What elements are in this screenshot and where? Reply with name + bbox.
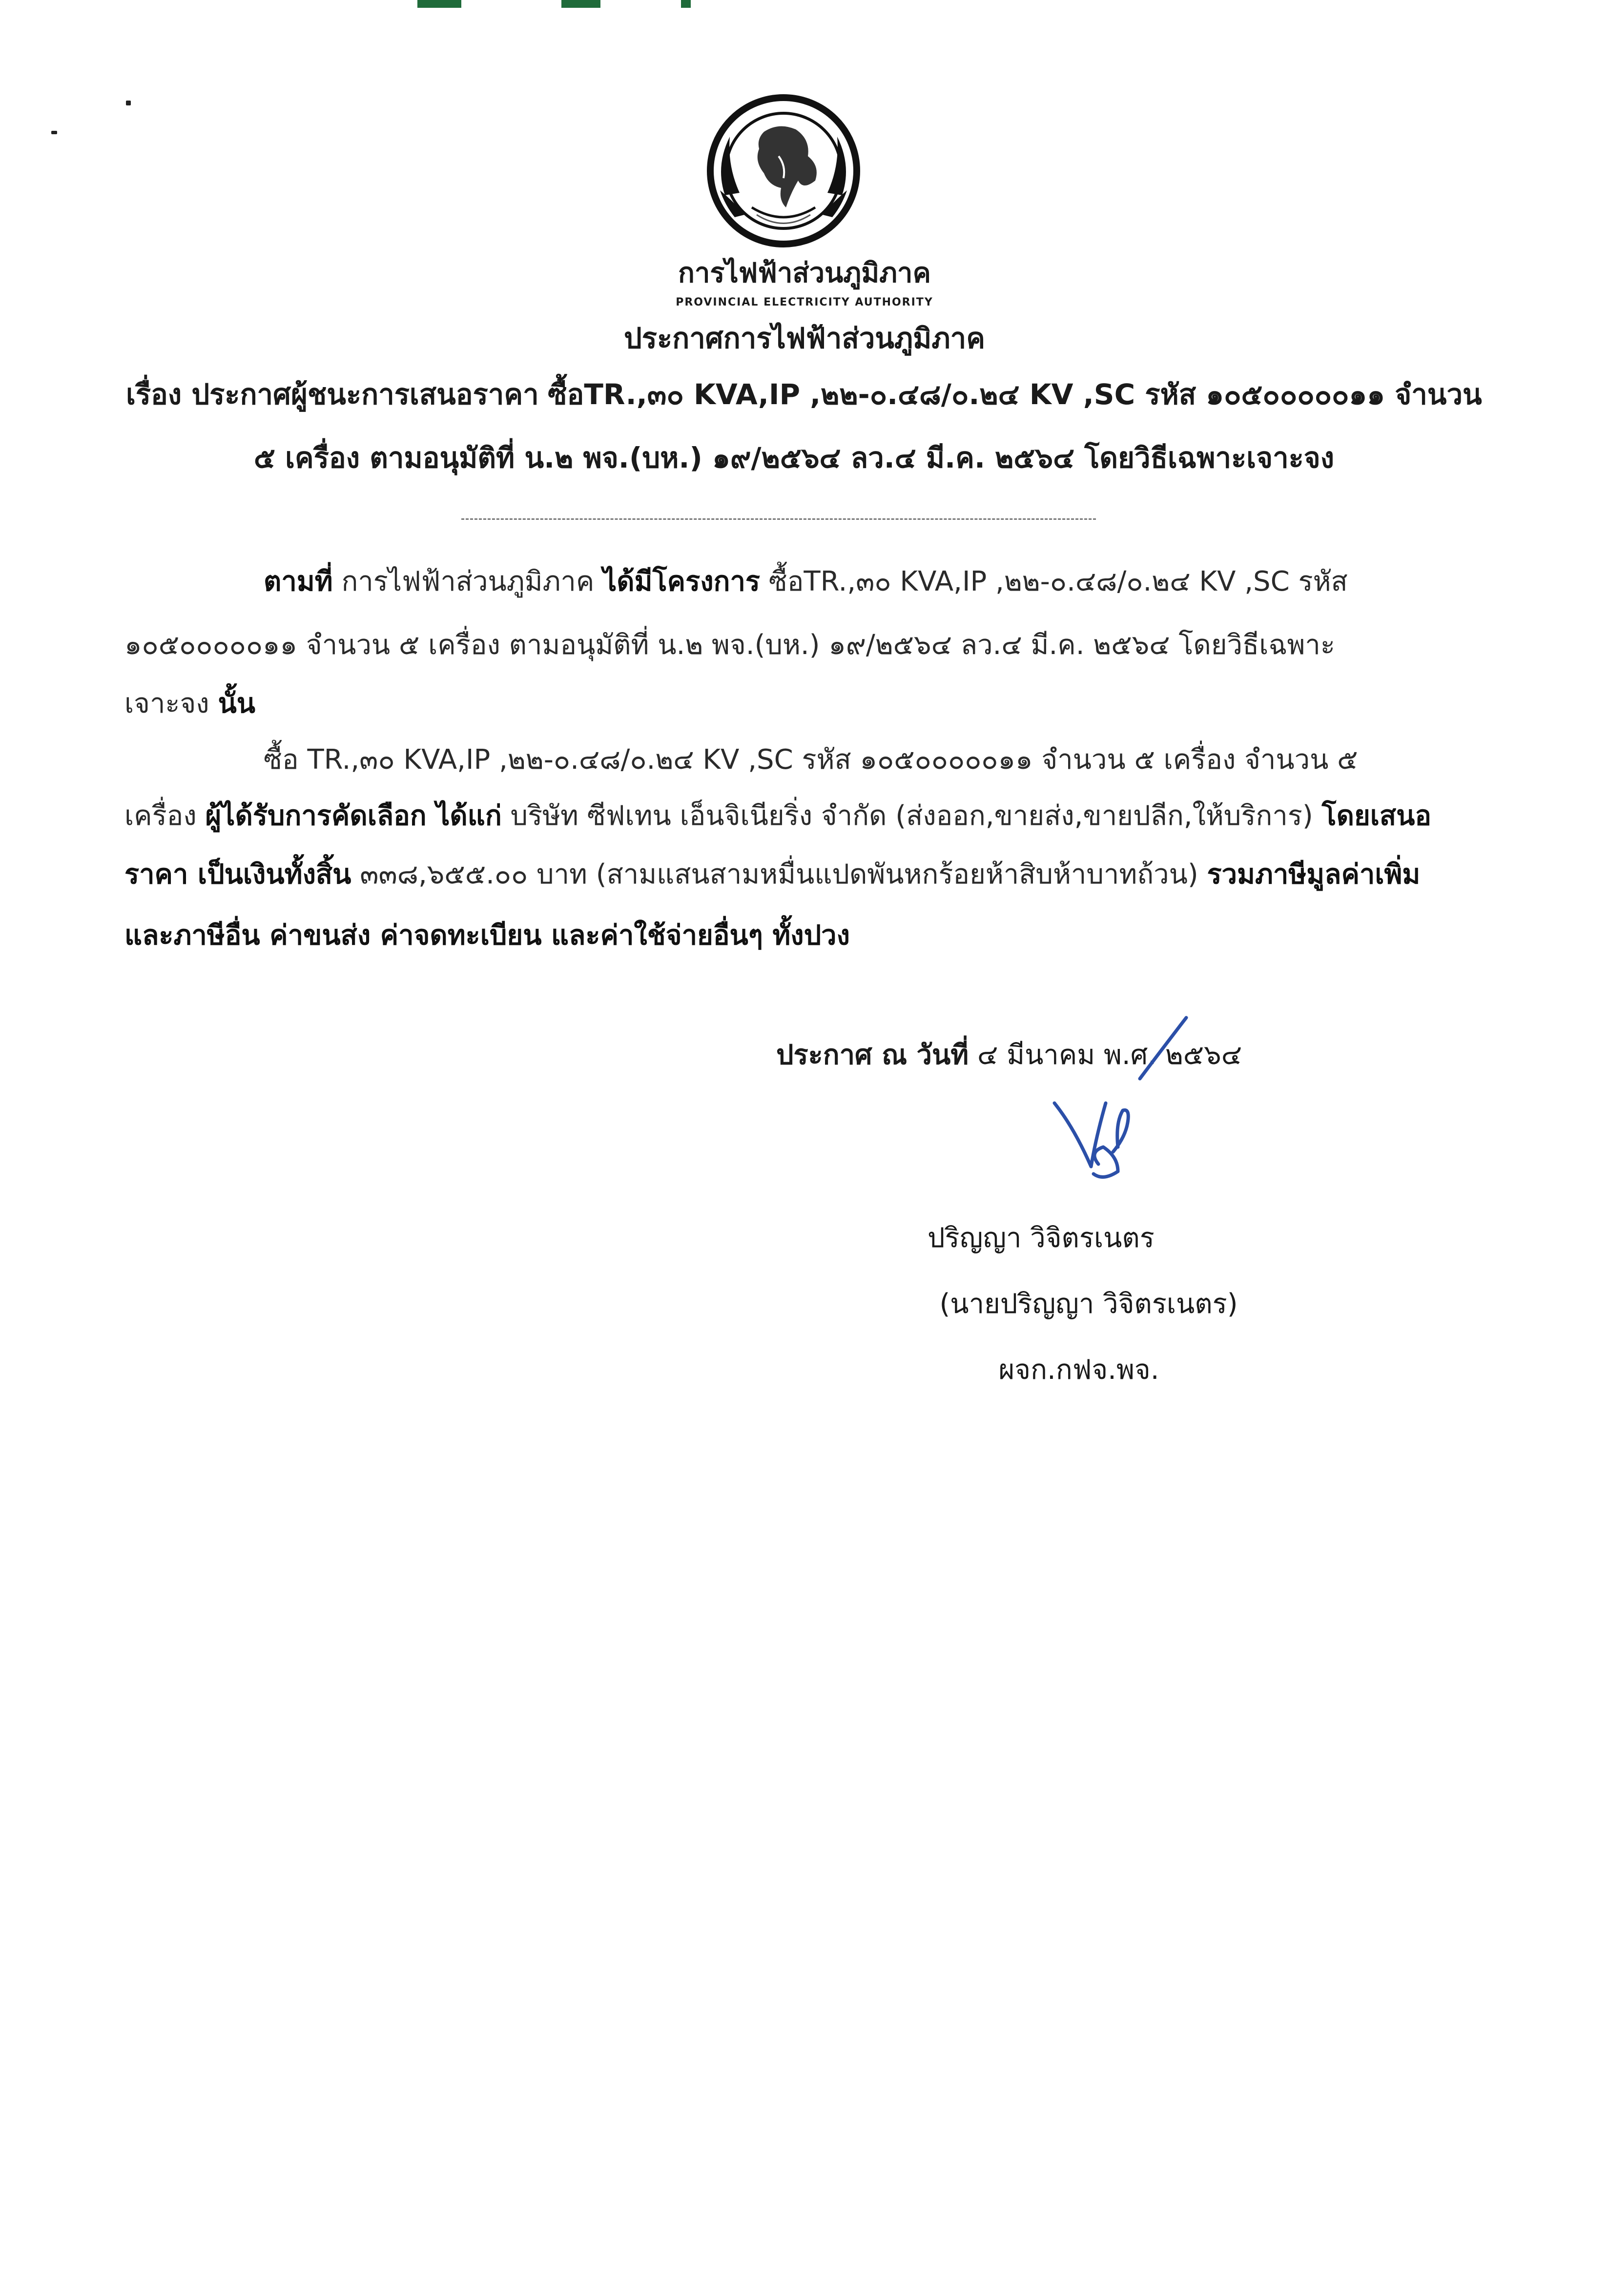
text-span: ตามที่ — [264, 566, 333, 597]
organization-name-english: PROVINCIAL ELECTRICITY AUTHORITY — [676, 296, 933, 308]
signer-name: ปริญญา วิจิตรเนตร — [928, 1222, 1155, 1254]
text-span: ได้มีโครงการ — [603, 566, 760, 597]
paragraph-2-line-4 — [124, 915, 850, 956]
top-edge-mark — [417, 0, 461, 8]
date-value: ๔ มีนาคม พ.ศ. ๒๕๖๔ — [969, 1039, 1242, 1071]
top-edge-mark — [681, 0, 691, 8]
paragraph-2-line-1: ซื้อ TR.,๓๐ KVA,IP ,๒๒-๐.๔๘/๐.๒๔ KV ,SC รหัส ๑๐๕๐๐๐๐๐๑๑ จำนวน ๕ เครื่อง จำนวน ๕ — [264, 744, 1358, 776]
subject-line-1 — [126, 373, 1482, 415]
text-span: ผู้ได้รับการคัดเลือก ได้แก่ — [205, 800, 502, 832]
text-span: ๓๓๘,๖๕๕.๐๐ บาท (สามแสนสามหมื่นแปดพันหกร้อยห้าสิบห้าบาทถ้วน) — [351, 859, 1207, 890]
signer-position: ผจก.กฟจ.พจ. — [998, 1354, 1159, 1386]
paragraph-2-line-2 — [124, 796, 1431, 837]
text-span: นั้น — [218, 688, 255, 719]
announcement-title: ประกาศการไฟฟ้าส่วนภูมิภาค — [623, 322, 985, 355]
text-span: ราคา เป็นเงินทั้งสิ้น — [124, 859, 351, 890]
pea-emblem-icon — [705, 93, 862, 249]
text-span: บริษัท ซีฟเทน เอ็นจิเนียริ่ง จำกัด (ส่งออก,ขายส่ง,ขายปลีก,ให้บริการ) — [501, 800, 1322, 832]
text-span: เครื่อง — [124, 800, 206, 832]
handwritten-signature — [1045, 1005, 1250, 1201]
organization-name: การไฟฟ้าส่วนภูมิภาค — [678, 257, 931, 289]
subject-text-2: ๕ เครื่อง ตามอนุมัติที่ น.๒ พจ.(บห.) ๑๙/๒๕๖๔ ลว.๔ มี.ค. ๒๕๖๔ โดยวิธีเฉพาะเจาะจง — [254, 441, 1335, 474]
paragraph-2-line-3 — [124, 854, 1420, 895]
paragraph-1-line-2: ๑๐๕๐๐๐๐๐๑๑ จำนวน ๕ เครื่อง ตามอนุมัติที่ น.๒ พจ.(บห.) ๑๙/๒๕๖๔ ลว.๔ มี.ค. ๒๕๖๔ โดยวิธีเฉพาะ — [124, 629, 1335, 661]
text-span: การไฟฟ้าส่วนภูมิภาค — [332, 566, 603, 597]
date-label: ประกาศ ณ วันที่ — [776, 1039, 969, 1071]
top-edge-mark — [561, 0, 600, 8]
paragraph-1-line-3 — [124, 683, 255, 724]
separator-line — [461, 518, 1096, 520]
text-span: เจาะจง — [124, 688, 218, 719]
subject-text-1: ซื้อTR.,๓๐ KVA,IP ,๒๒-๐.๔๘/๐.๒๔ KV ,SC รหัส ๑๐๕๐๐๐๐๐๑๑ จำนวน — [548, 378, 1482, 411]
text-span: และภาษีอื่น ค่าขนส่ง ค่าจดทะเบียน และค่าใช้จ่ายอื่นๆ ทั้งปวง — [124, 920, 850, 951]
text-span: ซื้อTR.,๓๐ KVA,IP ,๒๒-๐.๔๘/๐.๒๔ KV ,SC รหัส — [760, 566, 1348, 597]
subject-label: เรื่อง ประกาศผู้ชนะการเสนอราคา — [126, 378, 539, 411]
signer-full-name: (นายปริญญา วิจิตรเนตร) — [939, 1288, 1238, 1320]
paragraph-1-line-1 — [264, 561, 1348, 602]
text-span: รวมภาษีมูลค่าเพิ่ม — [1207, 859, 1421, 890]
text-span: โดยเสนอ — [1321, 800, 1431, 832]
subject-line-2 — [254, 437, 1334, 479]
